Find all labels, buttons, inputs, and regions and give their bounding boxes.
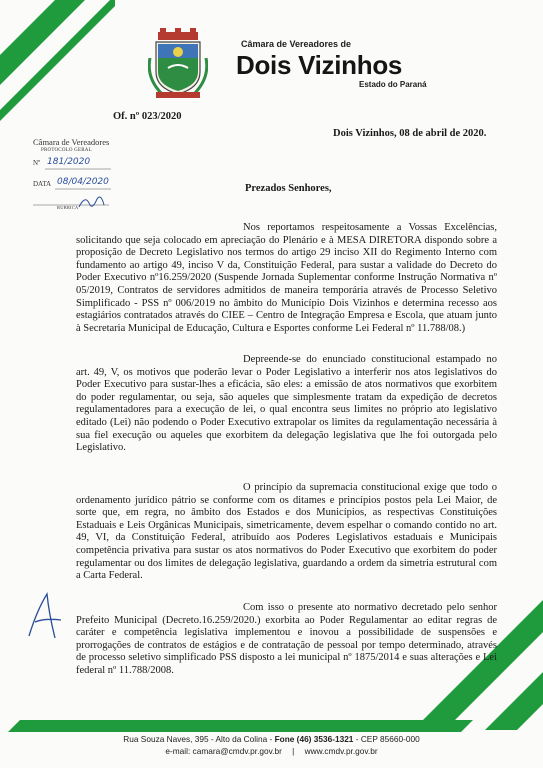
footer-phone: Fone (46) 3536-1321 xyxy=(274,734,354,744)
protocol-stamp xyxy=(33,137,133,217)
org-state: Estado do Paraná xyxy=(359,80,427,89)
date-line: Dois Vizinhos, 08 de abril de 2020. xyxy=(333,128,487,139)
paragraph-3: O princípio da supremacia constitucional exige que todo o ordenamento jurídico pátrio se conforme com os ditames e princípios postos pela Lei Maior, de sorte que, em regra, no âmbito dos Estados e dos Municípios, as respectivas Constituições Estaduais e Leis Orgânicas Municipais, simetricamente, devem espelhar o comando contido no art. 49, VI, da Constituição Federal, atribuído aos Poderes Legislativos estaduais e Municipais competência privativa para sustar os atos normativos do Poder Executivo que exorbitem do poder regulamentar ou dos limites de delegação legislativa, guardando a ordem da simetria estrutural com a Carta Federal. xyxy=(76,482,497,582)
rubrica-signature-icon xyxy=(77,193,107,213)
footer-cep: - CEP 85660-000 xyxy=(355,734,420,744)
org-top-line: Câmara de Vereadores de xyxy=(241,39,352,49)
paragraph-2: Depreende-se do enunciado constitucional estampado no art. 49, V, os motivos que poderão levar o Poder Legislativo a interferir nos atos legislativos do Poder Executivo para sustar-lhes a eficácia, são eles: a emissão de atos normativos que exorbitem do poder regulamentar, ou seja, são aqueles que simplesmente tratam da expedição de decretos regulamentadores para a execução de lei, o qual encontra seus limites no próprio ato legislativo editado (Lei) não podendo o Poder Executivo extrapolar os limites da regulamentação necessária à sua fiel execução ou aqueles que exorbitem da delegação legislativa que lhe foi outorgada pelo Legislativo. xyxy=(76,354,497,454)
salutation: Prezados Senhores, xyxy=(245,183,332,194)
footer-band xyxy=(0,720,543,732)
stamp-rubrica-label: RUBRICA xyxy=(57,205,79,210)
paragraph-1: Nos reportamos respeitosamente a Vossas Excelências, solicitando que seja colocado em apreciação do Plenário e à MESA DIRETORA dispondo sobre a proposição de Decreto Legislativo nos termos do artigo 29 inciso XII do Regimento Interno com fundamento ao artigo 49, inciso V da, Constituição Federal, para sustar a validade do Decreto do Poder Executivo nº16.259/2020 (Suspende Jornada Suplementar conforme Instrução Normativa nº 05/2019, Contratos de servidores admitidos de maneira temporária através de Processo Seletivo Simplificado - PSS nº 006/2019 no âmbito do Município Dois Vizinhos e determina recesso aos estagiários contratados através do CIEE – Centro de Integração Empresa e Escola, que atuam junto à Secretaria Municipal de Educação, Cultura e Esportes conforme Lei Federal nº 11.788/08.) xyxy=(76,222,497,334)
municipal-seal-icon xyxy=(148,28,208,100)
office-number: Of. nº 023/2020 xyxy=(113,111,182,122)
footer-website[interactable]: www.cmdv.pr.gov.br xyxy=(304,746,378,756)
stamp-date-value: 08/04/2020 xyxy=(57,177,109,187)
top-left-stripes xyxy=(0,0,115,130)
footer-email[interactable]: e-mail: camara@cmdv.pr.gov.br xyxy=(165,746,282,756)
stamp-date-label: DATA xyxy=(33,180,52,188)
footer-separator: | xyxy=(292,746,295,756)
footer-line-2 xyxy=(0,745,543,757)
org-name: Dois Vizinhos xyxy=(236,50,403,80)
handwritten-initial-icon xyxy=(25,590,67,642)
stamp-number-label: Nº xyxy=(33,159,41,167)
footer xyxy=(0,733,543,757)
footer-line-1 xyxy=(0,733,543,745)
stamp-subtitle: PROTOCOLO GERAL xyxy=(41,148,92,153)
footer-address: Rua Souza Naves, 395 - Alto da Colina - xyxy=(123,734,273,744)
stamp-title: Câmara de Vereadores xyxy=(33,137,110,147)
stamp-number-value: 181/2020 xyxy=(47,157,91,167)
paragraph-4: Com isso o presente ato normativo decretado pelo senhor Prefeito Municipal (Decreto.16.259/2020.) exorbita ao Poder Regulamentar ao editar regras de caráter e competência legislativa implementou e inovou a possibilidade de suspensões e prorrogações de contratos de estágios e de contratação de pessoal por tempo determinado, através de processo seletivo simplificado PSS disposto a lei municipal nº 1875/2014 e suas alterações e Lei federal nº 11.788/2008. xyxy=(76,602,497,676)
